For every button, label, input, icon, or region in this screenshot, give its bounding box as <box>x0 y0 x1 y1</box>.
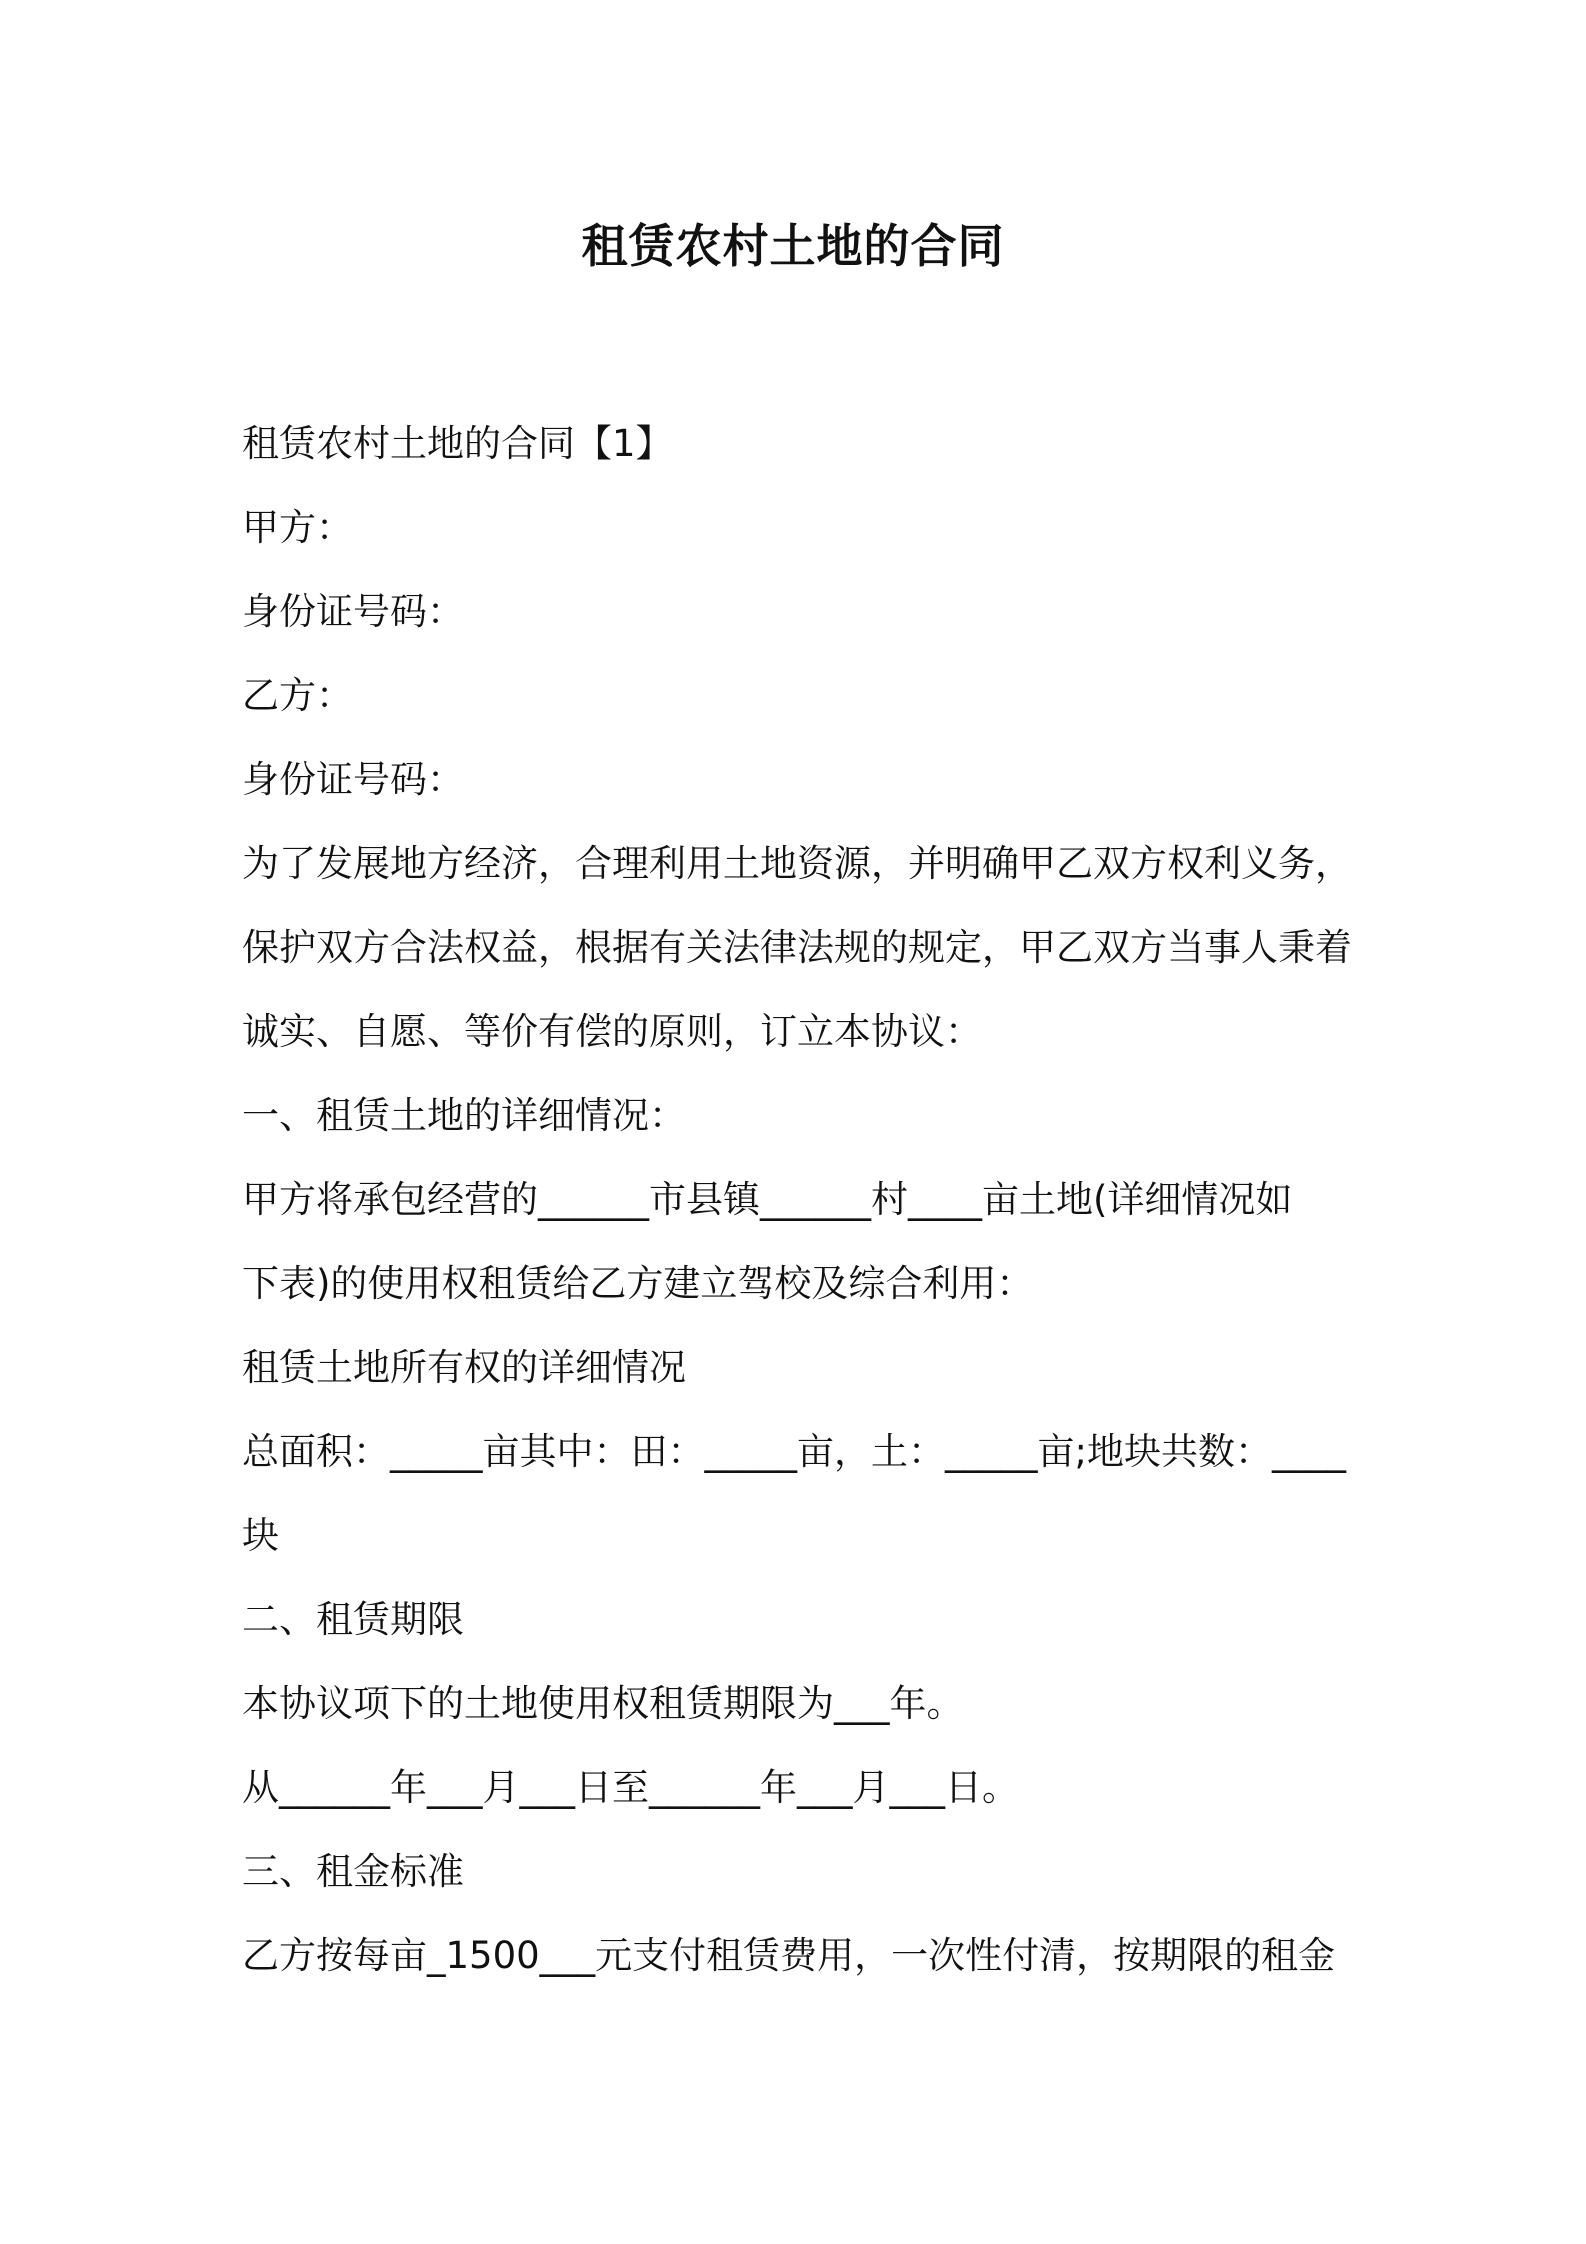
section-3-heading: 三、租金标准 <box>242 1850 464 1893</box>
section-1-text-line-2: 下表)的使用权租赁给乙方建立驾校及综合利用： <box>242 1262 1034 1305</box>
document-title: 租赁农村土地的合同 <box>581 219 1005 273</box>
preamble-line-1: 为了发展地方经济，合理利用土地资源，并明确甲乙双方权利义务， <box>242 842 1352 885</box>
area-line-2: 块 <box>242 1514 279 1557</box>
preamble-line-3: 诚实、自愿、等价有偿的原则，订立本协议： <box>242 1010 982 1053</box>
document-body <box>242 402 1362 1998</box>
land-details-heading: 租赁土地所有权的详细情况 <box>242 1346 686 1389</box>
lease-term-line: 本协议项下的土地使用权租赁期限为___年。 <box>242 1682 964 1725</box>
rent-standard-line: 乙方按每亩_1500___元支付租赁费用，一次性付清，按期限的租金 <box>242 1934 1336 1977</box>
lease-dates-line: 从______年___月___日至______年___月___日。 <box>242 1766 1019 1809</box>
area-line-1: 总面积：_____亩其中：田：_____亩，土：_____亩;地块共数：____ <box>242 1430 1346 1473</box>
section-1-text-line-1: 甲方将承包经营的______市县镇______村____亩土地(详细情况如 <box>242 1178 1293 1221</box>
contract-subtitle: 租赁农村土地的合同【1】 <box>242 422 673 465</box>
party-a-id-label: 身份证号码： <box>242 590 464 633</box>
party-b-label: 乙方： <box>242 674 353 717</box>
party-b-id-label: 身份证号码： <box>242 758 464 801</box>
preamble-line-2: 保护双方合法权益，根据有关法律法规的规定，甲乙双方当事人秉着 <box>242 926 1352 969</box>
section-2-heading: 二、租赁期限 <box>242 1598 464 1641</box>
party-a-label: 甲方： <box>242 506 353 549</box>
section-1-heading: 一、租赁土地的详细情况： <box>242 1094 686 1137</box>
